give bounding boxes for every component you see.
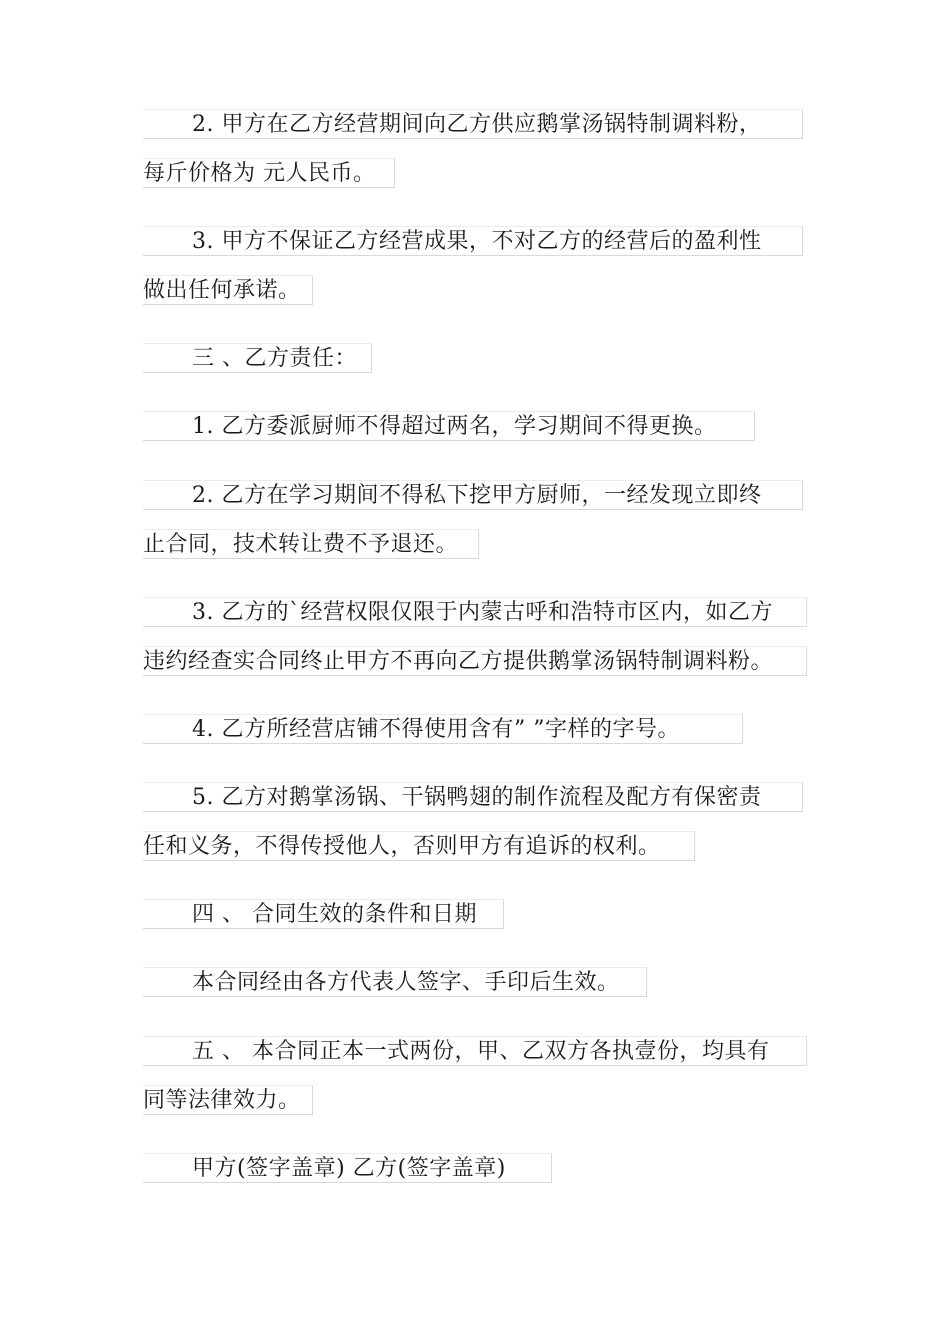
text-line: 任和义务，不得传授他人，否则甲方有追诉的权利。 <box>143 831 695 861</box>
text-line: 3. 乙方的`经营权限仅限于内蒙古呼和浩特市区内，如乙方 <box>143 597 807 627</box>
text-line: 本合同经由各方代表人签字、手印后生效。 <box>143 967 647 997</box>
text-line: 违约经查实合同终止甲方不再向乙方提供鹅掌汤锅特制调料粉。 <box>143 646 807 676</box>
section-heading: 四 、 合同生效的条件和日期 <box>143 899 504 929</box>
text-line: 2. 甲方在乙方经营期间向乙方供应鹅掌汤锅特制调料粉， <box>143 109 803 139</box>
signature-line: 甲方(签字盖章) 乙方(签字盖章) <box>143 1153 552 1183</box>
text-line: 3. 甲方不保证乙方经营成果，不对乙方的经营后的盈利性 <box>143 226 803 256</box>
text-line: 4. 乙方所经营店铺不得使用含有” ”字样的字号。 <box>143 714 743 744</box>
text-line: 5. 乙方对鹅掌汤锅、干锅鸭翅的制作流程及配方有保密责 <box>143 782 803 812</box>
text-line: 五 、 本合同正本一式两份，甲、乙双方各执壹份，均具有 <box>143 1036 807 1066</box>
text-line: 每斤价格为 元人民币。 <box>143 158 395 188</box>
section-heading: 三 、乙方责任： <box>143 343 372 373</box>
text-line: 做出任何承诺。 <box>143 275 313 305</box>
text-line: 2. 乙方在学习期间不得私下挖甲方厨师，一经发现立即终 <box>143 480 803 510</box>
text-line: 同等法律效力。 <box>143 1085 313 1115</box>
text-line: 止合同，技术转让费不予退还。 <box>143 529 479 559</box>
text-line: 1. 乙方委派厨师不得超过两名，学习期间不得更换。 <box>143 411 755 441</box>
